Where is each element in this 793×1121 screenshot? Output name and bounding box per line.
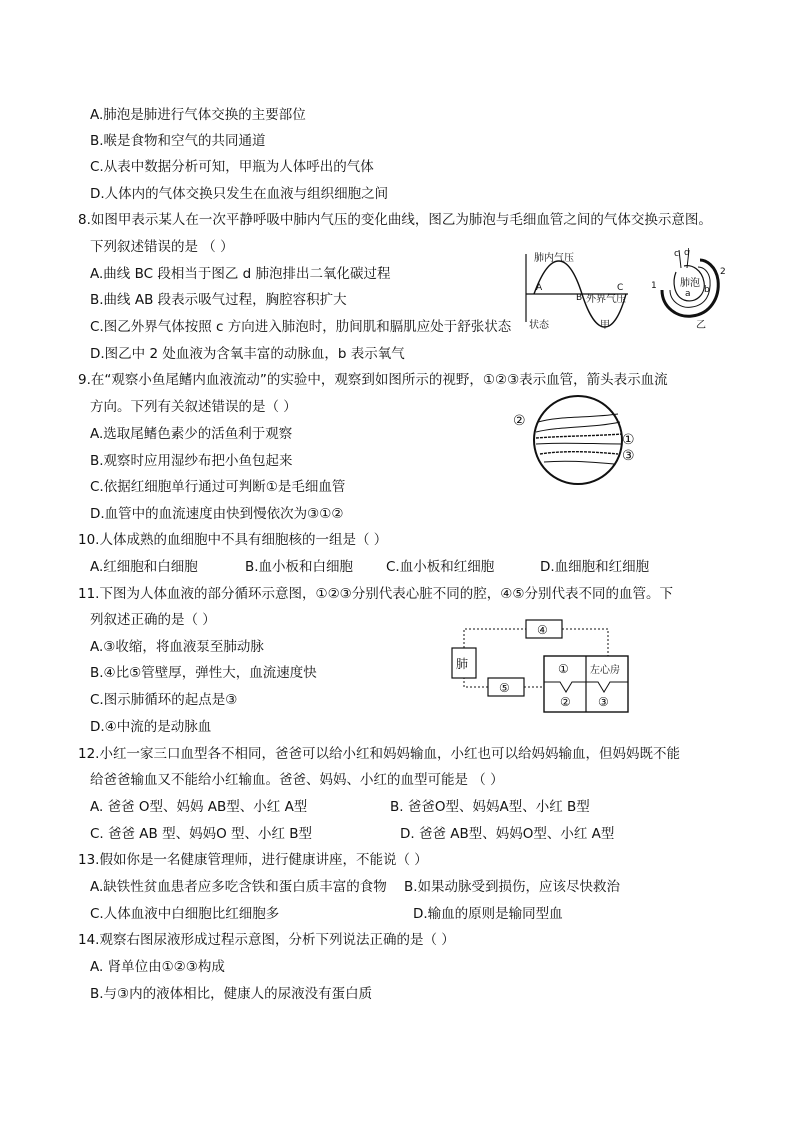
q10-option-a: A.红细胞和白细胞	[90, 559, 198, 575]
label-vessel-1: ①	[622, 432, 635, 448]
alveolus-label: 肺泡	[680, 278, 700, 289]
q12-option-a: A. 爸爸 O型、妈妈 AB型、小红 A型	[90, 799, 308, 815]
q13-option-b: B.如果动脉受到损伤，应该尽快救治	[404, 879, 621, 895]
q8-stem-line1: 8.如图甲表示某人在一次平静呼吸中肺内气压的变化曲线，图乙为肺泡与毛细血管之间的气体交换示意图。	[78, 212, 712, 228]
clipped-text: 状态	[529, 320, 549, 331]
q7-option-b: B.喉是食物和空气的共同通道	[90, 133, 266, 149]
q9-option-b: B.观察时应用湿纱布把小鱼包起来	[90, 453, 293, 469]
q10-option-c: C.血小板和红细胞	[386, 559, 495, 575]
figure-caption-jia: 甲	[600, 320, 610, 331]
label-left-atrium: 左心房	[590, 665, 620, 676]
q7-option-d: D.人体内的气体交换只发生在血液与组织细胞之间	[90, 186, 389, 202]
point-b-label: B	[576, 293, 583, 303]
y-axis-label: 肺内气压	[534, 253, 574, 264]
q12-option-d: D. 爸爸 AB型、妈妈O型、小红 A型	[400, 826, 615, 842]
label-vessel-5: ⑤	[499, 681, 510, 695]
q14-option-b: B.与③内的液体相比，健康人的尿液没有蛋白质	[90, 986, 373, 1002]
flow-line	[464, 678, 488, 687]
q9-stem-line1: 9.在“观察小鱼尾鳍内血液流动”的实验中，观察到如图所示的视野，①②③表示血管，箭头表示血流	[78, 372, 668, 388]
q12-option-b: B. 爸爸O型、妈妈A型、小红 B型	[390, 799, 590, 815]
q7-option-a: A.肺泡是肺进行气体交换的主要部位	[90, 107, 306, 123]
q11-figure-circulation	[448, 614, 638, 716]
label-1: 1	[651, 281, 657, 291]
flow-line	[562, 629, 608, 656]
q10-option-d: D.血细胞和红细胞	[540, 559, 650, 575]
q11-stem-line1: 11.下图为人体血液的部分循环示意图，①②③分别代表心脏不同的腔，④⑤分别代表不同的血管。下	[78, 586, 673, 602]
label-c: c	[674, 249, 679, 259]
flow-line	[464, 629, 526, 648]
airway-left	[679, 250, 681, 268]
q8-figure-yi	[648, 246, 728, 332]
q8-option-d: D.图乙中 2 处血液为含氧丰富的动脉血，b 表示氧气	[90, 346, 405, 362]
q11-option-c: C.图示肺循环的起点是③	[90, 692, 238, 708]
x-axis-label: 外界气压	[586, 294, 626, 305]
q11-option-d: D.④中流的是动脉血	[90, 719, 212, 735]
q10-stem: 10.人体成熟的血细胞中不具有细胞核的一组是（ ）	[78, 532, 388, 548]
q7-option-c: C.从表中数据分析可知，甲瓶为人体呼出的气体	[90, 159, 374, 175]
label-lung: 肺	[456, 657, 469, 671]
q10-option-b: B.血小板和白细胞	[245, 559, 354, 575]
label-d: d	[684, 248, 690, 258]
label-a: a	[685, 289, 691, 299]
q12-option-c: C. 爸爸 AB 型、妈妈O 型、小红 B型	[90, 826, 313, 842]
figure-caption-yi: 乙	[696, 320, 706, 331]
q11-option-a: A.③收缩，将血液泵至肺动脉	[90, 639, 264, 655]
q8-stem-line2: 下列叙述错误的是 （ ）	[90, 239, 234, 255]
q8-option-b: B.曲线 AB 段表示吸气过程，胸腔容积扩大	[90, 292, 347, 308]
q11-stem-line2: 列叙述正确的是（ ）	[90, 612, 216, 628]
q9-option-d: D.血管中的血流速度由快到慢依次为③①②	[90, 506, 344, 522]
q8-option-a: A.曲线 BC 段相当于图乙 d 肺泡排出二氧化碳过程	[90, 266, 391, 282]
q12-stem-line2: 给爸爸输血又不能给小红输血。爸爸、妈妈、小红的血型可能是 （ ）	[90, 772, 504, 788]
q12-stem-line1: 12.小红一家三口血型各不相同，爸爸可以给小红和妈妈输血，小红也可以给妈妈输血，但妈妈既不能	[78, 746, 680, 762]
q9-option-a: A.选取尾鳍色素少的活鱼利于观察	[90, 426, 293, 442]
field-of-view	[534, 396, 622, 484]
label-chamber-3: ③	[598, 695, 609, 709]
q13-option-c: C.人体血液中白细胞比红细胞多	[90, 906, 280, 922]
point-c-label: C	[617, 283, 624, 293]
label-vessel-3: ③	[622, 448, 635, 464]
q11-option-b: B.④比⑤管壁厚，弹性大，血流速度快	[90, 665, 317, 681]
label-2: 2	[720, 267, 726, 277]
label-vessel-4: ④	[537, 623, 548, 637]
q9-stem-line2: 方向。下列有关叙述错误的是（ ）	[90, 399, 297, 415]
label-b: b	[704, 285, 710, 295]
q9-figure-microscope-field	[510, 392, 640, 488]
q13-option-d: D.输血的原则是输同型血	[413, 906, 563, 922]
label-vessel-2: ②	[513, 413, 526, 429]
point-a-label: A	[536, 283, 543, 293]
q8-option-c: C.图乙外界气体按照 c 方向进入肺泡时，肋间肌和膈肌应处于舒张状态	[90, 319, 512, 335]
q13-stem: 13.假如你是一名健康管理师，进行健康讲座，不能说（ ）	[78, 852, 428, 868]
q14-option-a: A. 肾单位由①②③构成	[90, 959, 225, 975]
q13-option-a: A.缺铁性贫血患者应多吃含铁和蛋白质丰富的食物	[90, 879, 387, 895]
q8-figure-jia	[516, 250, 646, 332]
label-chamber-2: ②	[560, 695, 571, 709]
q9-option-c: C.依据红细胞单行通过可判断①是毛细血管	[90, 479, 346, 495]
q14-stem: 14.观察右图尿液形成过程示意图，分析下列说法正确的是（ ）	[78, 932, 455, 948]
label-chamber-1: ①	[558, 662, 569, 676]
